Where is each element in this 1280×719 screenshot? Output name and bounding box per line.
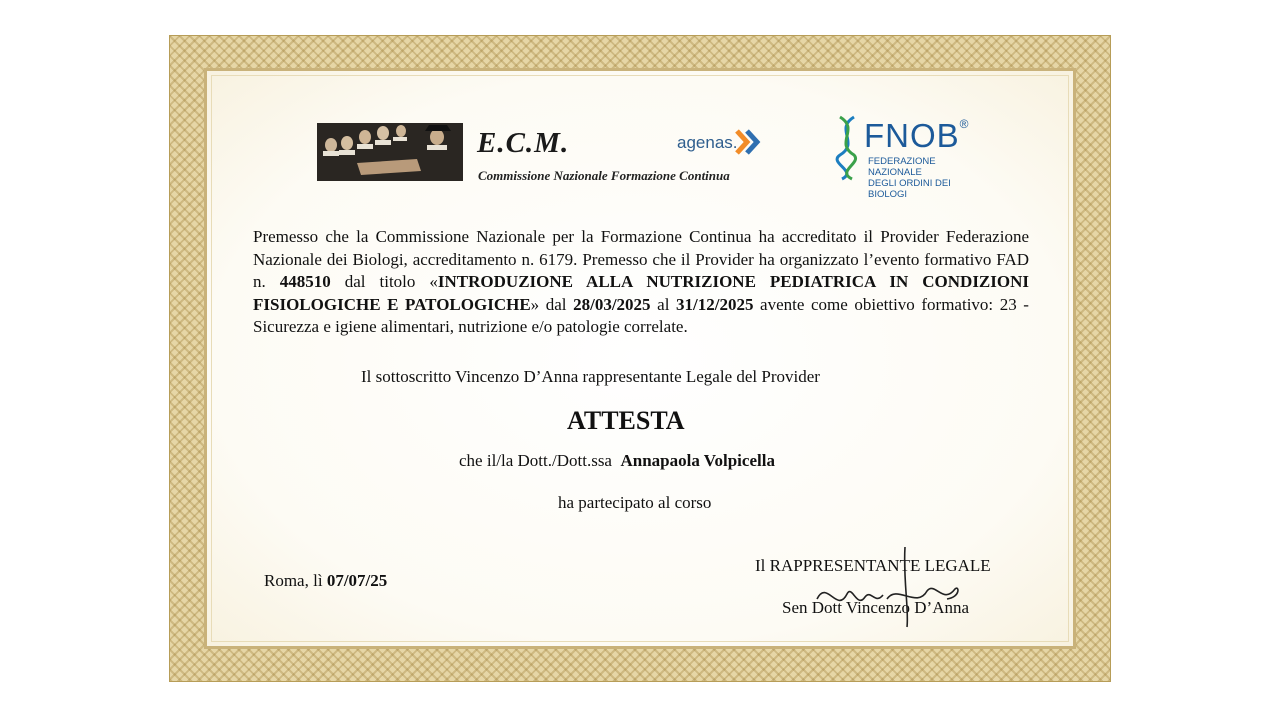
event-number: 448510 bbox=[279, 272, 331, 292]
fnob-title: FNOB® bbox=[864, 117, 970, 154]
representative-name: Sen Dott Vincenzo D’Anna bbox=[782, 598, 970, 617]
event-title: INTRODUZIONE ALLA NUTRIZIONE PEDIATRICA IN CONDIZIONI FISIOLOGICHE E PATOLOGICHE bbox=[253, 272, 1030, 314]
participation-line: ha partecipato al corso bbox=[558, 493, 712, 512]
undersigned-line: Il sottoscritto Vincenzo D’Anna rappresentante Legale del Provider bbox=[361, 367, 820, 386]
certificate-frame bbox=[169, 35, 1111, 682]
issue-date: 07/07/25 bbox=[326, 571, 388, 590]
ecm-subtitle: Commissione Nazionale Formazione Continua bbox=[478, 168, 730, 183]
agenas-logo-icon bbox=[733, 127, 763, 157]
attesta-heading: ATTESTA bbox=[567, 406, 685, 435]
recipient-line: che il/la Dott./Dott.ssa Annapaola Volpicella bbox=[459, 451, 775, 470]
place-date: Roma, lì 07/07/25 bbox=[264, 571, 388, 590]
ecm-title: E.C.M. bbox=[477, 127, 570, 159]
logo-row bbox=[317, 113, 970, 200]
date-to: 31/12/2025 bbox=[676, 294, 754, 314]
agenas-logo-text: agenas. bbox=[677, 133, 738, 152]
ecm-painting-logo bbox=[317, 123, 463, 181]
recipient-name: Annapaola Volpicella bbox=[620, 451, 775, 470]
fnob-dna-icon bbox=[832, 113, 862, 183]
certificate-body bbox=[204, 68, 1076, 649]
representative-title: Il RAPPRESENTANTE LEGALE bbox=[755, 556, 991, 575]
accreditation-paragraph: Premesso che la Commissione Nazionale per la Formazione Continua ha accreditato il Provider Federazione Nazionale dei Biologi, accreditamento n. 6179. Premesso che il Provider ha organizzato l’evento formativo FAD n. 448510 dal titolo «INTRODUZIONE ALLA NUTRIZIONE PEDIATRICA IN CONDIZIONI FISIOLOGICHE E PATOLOGICHE» dal 28/03/2025 al 31/12/2025 avente come obiettivo formativo: 23 - Sicurezza e igiene alimentari, nutrizione e/o patologie correlate. bbox=[253, 227, 1030, 337]
date-from: 28/03/2025 bbox=[573, 294, 651, 314]
handwritten-signature bbox=[797, 539, 967, 629]
fnob-subtitle: FEDERAZIONE NAZIONALE DEGLI ORDINI DEI BIOLOGI bbox=[868, 156, 951, 200]
